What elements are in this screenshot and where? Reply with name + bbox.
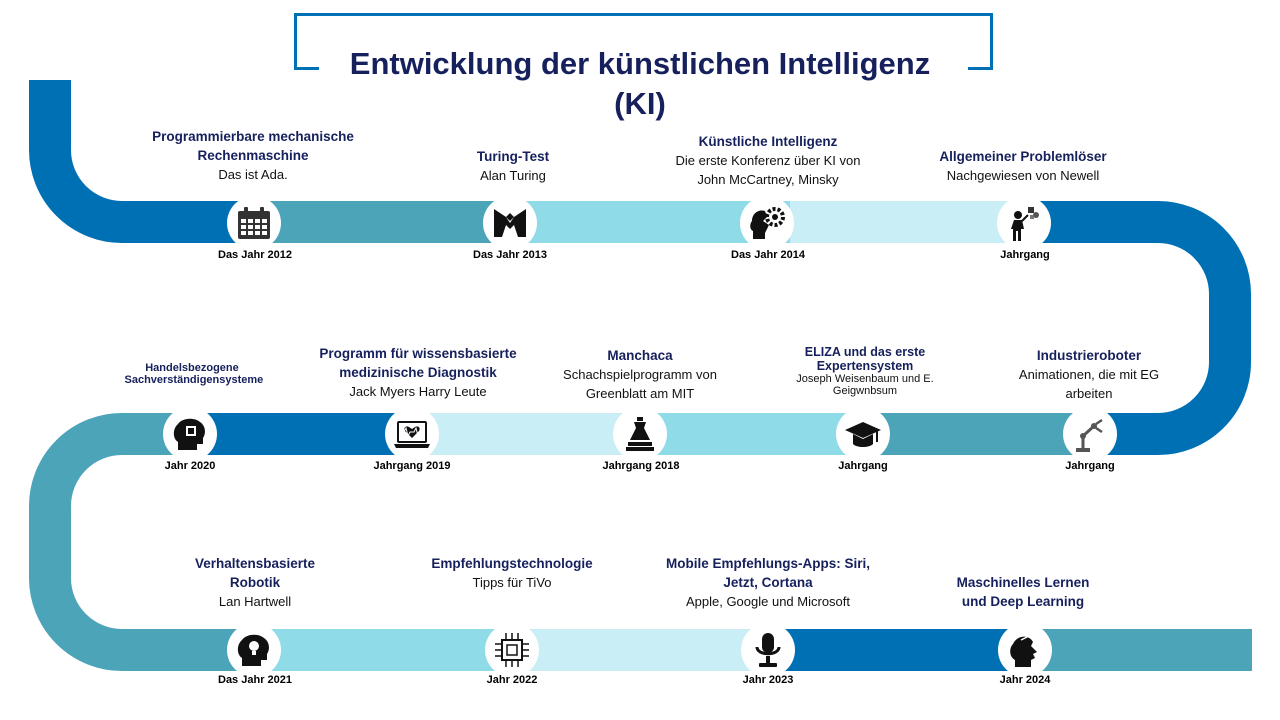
milestone-heading: Programmierbare mechanische Rechenmaschine (152, 129, 354, 163)
milestone-description: Animationen, die mit EG arbeiten (1018, 367, 1160, 401)
milestone-year: Das Jahr 2012 (218, 249, 292, 261)
milestone-card-1 (393, 147, 633, 185)
milestone-heading: Empfehlungstechnologie (431, 556, 593, 571)
milestone-description: Apple, Google und Microsoft (685, 594, 851, 609)
milestone-heading: Turing-Test (476, 149, 550, 164)
milestone-heading: Künstliche Intelligenz (698, 134, 838, 149)
milestone-heading: Verhaltensbasierte Robotik (194, 556, 316, 590)
milestone-node-12 (998, 623, 1052, 677)
milestone-card-2 (648, 132, 888, 189)
milestone-heading: Mobile Empfehlungs-Apps: Siri, Jetzt, Cortana (665, 556, 870, 590)
milestone-card-5 (745, 345, 985, 397)
milestone-card-9 (135, 554, 375, 611)
milestone-heading: Industrieroboter (1036, 348, 1142, 363)
milestone-heading: Handelsbezogene Sachverständigensysteme (124, 362, 264, 386)
milestone-node-0 (227, 196, 281, 250)
graduation-cap-icon (843, 414, 883, 454)
milestone-node-9 (227, 623, 281, 677)
milestone-heading: Allgemeiner Problemlöser (939, 149, 1107, 164)
milestone-year: Jahr 2023 (742, 674, 794, 686)
milestone-card-6 (520, 346, 760, 403)
milestone-node-6 (613, 407, 667, 461)
milestone-node-4 (1063, 407, 1117, 461)
milestone-year: Jahr 2024 (999, 674, 1051, 686)
milestone-node-3 (997, 196, 1051, 250)
milestone-year: Jahrgang 2018 (602, 460, 680, 472)
milestone-heading: ELIZA und das erste Expertensystem (804, 345, 926, 373)
milestone-heading: Programm für wissensbasierte medizinische Diagnostik (319, 346, 517, 380)
milestone-description: Joseph Weisenbaum und E. Geigwnbsum (796, 373, 934, 397)
milestone-heading: Manchaca (607, 348, 673, 363)
laptop-heart-icon (392, 414, 432, 454)
chess-piece-icon (620, 414, 660, 454)
milestone-year: Jahr 2022 (486, 674, 538, 686)
milestone-node-1 (483, 196, 537, 250)
circuit-chip-icon (492, 630, 532, 670)
milestone-card-0 (133, 127, 373, 184)
milestone-card-3 (903, 147, 1143, 185)
milestone-year: Jahrgang (838, 460, 888, 472)
page-title: Entwicklung der künstlichen Intelligenz (KI) (320, 44, 960, 124)
milestone-node-8 (163, 407, 217, 461)
head-lightbulb-icon (234, 630, 274, 670)
milestone-card-12 (903, 573, 1143, 611)
milestone-description: Schachspielprogramm von Greenblatt am MIT (563, 367, 717, 401)
milestone-year: Das Jahr 2014 (731, 249, 805, 261)
robot-arm-icon (1070, 414, 1110, 454)
milestone-heading: Maschinelles Lernen und Deep Learning (956, 575, 1090, 609)
milestone-year: Jahrgang 2019 (373, 460, 451, 472)
brain-chip-icon (170, 414, 210, 454)
person-solver-icon (1004, 203, 1044, 243)
milestone-description: Das ist Ada. (218, 167, 288, 182)
milestone-node-11 (741, 623, 795, 677)
milestone-year: Jahr 2020 (164, 460, 216, 472)
milestone-year: Jahrgang (1000, 249, 1050, 261)
milestone-card-10 (392, 554, 632, 592)
milestone-card-7 (298, 344, 538, 401)
milestone-node-7 (385, 407, 439, 461)
milestone-year: Das Jahr 2013 (473, 249, 547, 261)
milestone-card-11 (648, 554, 888, 611)
milestone-card-8 (72, 362, 312, 386)
milestone-description: Lan Hartwell (218, 594, 292, 609)
milestone-description: Alan Turing (480, 168, 546, 183)
calendar-icon (234, 203, 274, 243)
milestone-year: Das Jahr 2021 (218, 674, 292, 686)
milestone-description: Die erste Konferenz über KI von John McCartney, Minsky (675, 153, 861, 187)
milestone-node-5 (836, 407, 890, 461)
milestone-year: Jahrgang (1065, 460, 1115, 472)
microphone-icon (748, 630, 788, 670)
head-profile-icon (1005, 630, 1045, 670)
milestone-node-2 (740, 196, 794, 250)
head-gear-icon (747, 203, 787, 243)
milestone-description: Jack Myers Harry Leute (349, 384, 487, 399)
milestone-description: Tipps für TiVo (472, 575, 552, 590)
milestone-description: Nachgewiesen von Newell (946, 168, 1100, 183)
milestone-card-4 (969, 346, 1209, 403)
tuxedo-icon (490, 203, 530, 243)
milestone-node-10 (485, 623, 539, 677)
